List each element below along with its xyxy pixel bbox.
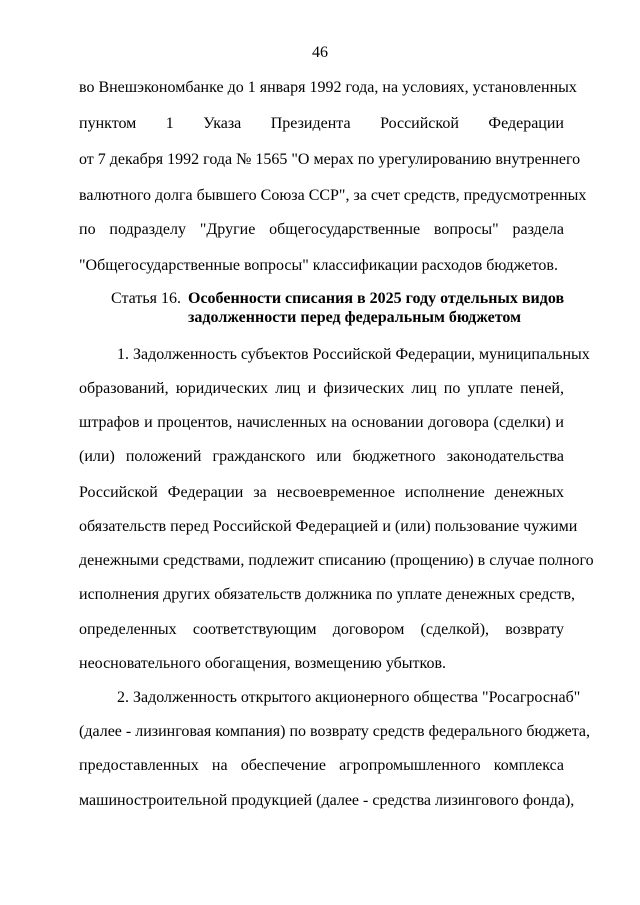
paragraph-2-line-2: (далее - лизинговая компания) по возврату средств федерального бюджета,	[79, 723, 590, 740]
intro-line-6: "Общегосударственные вопросы" классификации расходов бюджетов.	[79, 257, 558, 274]
intro-line-3: от 7 декабря 1992 года № 1565 "О мерах по урегулированию внутреннего	[79, 151, 581, 168]
paragraph-1-line-1: 1. Задолженность субъектов Российской Федерации, муниципальных	[117, 346, 590, 363]
article-title-line-1: Особенности списания в 2025 году отдельных видов	[188, 290, 565, 307]
paragraph-1-line-10: неосновательного обогащения, возмещению убытков.	[79, 655, 447, 672]
paragraph-2-line-3: предоставленных на обеспечение агропромышленного комплекса	[79, 757, 564, 774]
paragraph-1-line-3: штрафов и процентов, начисленных на основании договора (сделки) и	[79, 414, 564, 431]
article-label: Статья 16.	[111, 290, 181, 307]
page-number: 46	[312, 44, 328, 61]
paragraph-1-line-6: обязательств перед Российской Федерацией и (или) пользование чужими	[79, 518, 578, 535]
intro-line-4: валютного долга бывшего Союза ССР", за счет средств, предусмотренных	[79, 187, 587, 204]
intro-line-5: по подразделу "Другие общегосударственные вопросы" раздела	[79, 221, 564, 238]
paragraph-2-line-1: 2. Задолженность открытого акционерного общества "Росагроснаб"	[117, 689, 581, 706]
paragraph-1-line-4: (или) положений гражданского или бюджетного законодательства	[79, 448, 564, 465]
paragraph-1-line-8: исполнения других обязательств должника по уплате денежных средств,	[79, 586, 576, 603]
article-title-line-2: задолженности перед федеральным бюджетом	[188, 309, 521, 326]
intro-line-2: пунктом 1 Указа Президента Российской Федерации	[79, 115, 564, 132]
paragraph-1-line-2: образований, юридических лиц и физических лиц по уплате пеней,	[79, 380, 564, 397]
paragraph-1-line-9: определенных соответствующим договором (сделкой), возврату	[79, 621, 564, 638]
intro-line-1: во Внешэкономбанке до 1 января 1992 года, на условиях, установленных	[79, 79, 577, 96]
article-title	[188, 289, 564, 327]
paragraph-1-line-5: Российской Федерации за несвоевременное исполнение денежных	[79, 484, 564, 501]
paragraph-1-line-7: денежными средствами, подлежит списанию (прощению) в случае полного	[79, 552, 594, 569]
paragraph-2-line-4: машиностроительной продукцией (далее - средства лизингового фонда),	[79, 792, 575, 809]
